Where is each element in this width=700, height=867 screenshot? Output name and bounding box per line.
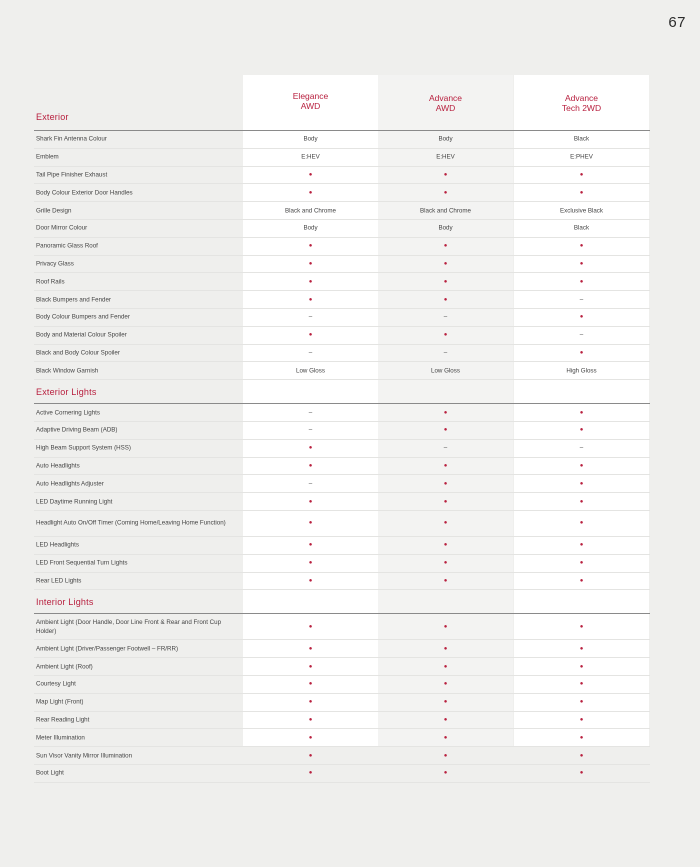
section-interior-lights-rows: [34, 614, 650, 782]
row-label: Black and Body Colour Spoiler: [36, 349, 120, 357]
table-row: [34, 404, 650, 422]
row-label: Body Colour Exterior Door Handles: [36, 189, 133, 197]
included-dot: ●: [308, 645, 313, 652]
included-dot: ●: [308, 171, 313, 178]
not-available-dash: –: [579, 444, 584, 452]
row-label: Ambient Light (Door Handle, Door Line Front & Rear and Front Cup Holder): [36, 618, 222, 635]
table-row: [34, 614, 650, 640]
not-available-dash: –: [579, 331, 584, 339]
row-label: Rear Reading Light: [36, 716, 90, 724]
included-dot: ●: [308, 462, 313, 469]
row-label: Ambient Light (Roof): [36, 663, 93, 671]
table-row: [34, 658, 650, 676]
included-dot: ●: [579, 314, 584, 321]
table-row: [34, 573, 650, 591]
row-label: Body Colour Bumpers and Fender: [36, 313, 130, 321]
section-title-exterior-lights: Exterior Lights: [36, 387, 97, 398]
table-row: [34, 273, 650, 291]
row-label: Map Light (Front): [36, 698, 84, 706]
included-dot: ●: [579, 560, 584, 567]
included-dot: ●: [308, 278, 313, 285]
row-label: Privacy Glass: [36, 260, 74, 268]
included-dot: ●: [579, 645, 584, 652]
table-row: [34, 458, 650, 476]
not-available-dash: –: [308, 426, 313, 434]
table-row: [34, 640, 650, 658]
included-dot: ●: [308, 243, 313, 250]
row-label: Meter Illumination: [36, 734, 85, 742]
table-row: [34, 220, 650, 238]
included-dot: ●: [443, 520, 448, 527]
row-label: Auto Headlights Adjuster: [36, 480, 104, 488]
included-dot: ●: [579, 349, 584, 356]
row-value: Black: [573, 224, 590, 232]
row-value: Black: [573, 135, 590, 143]
included-dot: ●: [579, 577, 584, 584]
table-row: [34, 362, 650, 380]
column-header-elegance-awd: Elegance AWD: [292, 91, 329, 111]
table-row: [34, 184, 650, 202]
included-dot: ●: [579, 716, 584, 723]
not-available-dash: –: [579, 296, 584, 304]
table-row: [34, 149, 650, 167]
row-label: Emblem: [36, 153, 59, 161]
row-label: Headlight Auto On/Off Timer (Coming Home/Leaving Home Function): [36, 519, 226, 527]
included-dot: ●: [443, 409, 448, 416]
row-label: LED Front Sequential Turn Lights: [36, 559, 128, 567]
included-dot: ●: [443, 332, 448, 339]
included-dot: ●: [308, 332, 313, 339]
included-dot: ●: [308, 734, 313, 741]
section-exterior-rows: [34, 131, 650, 380]
table-row: [34, 729, 650, 747]
included-dot: ●: [579, 480, 584, 487]
row-label: Tail Pipe Finisher Exhaust: [36, 171, 108, 179]
section-exterior-lights-rows: [34, 404, 650, 590]
row-value: E:HEV: [301, 153, 320, 161]
table-row: [34, 537, 650, 555]
included-dot: ●: [308, 542, 313, 549]
row-label: LED Daytime Running Light: [36, 498, 113, 506]
not-available-dash: –: [308, 409, 313, 417]
table-row: [34, 238, 650, 256]
row-label: Black Window Garnish: [36, 367, 99, 375]
row-label: Body and Material Colour Spoiler: [36, 331, 127, 339]
not-available-dash: –: [443, 313, 448, 321]
included-dot: ●: [308, 623, 313, 630]
specification-table: [34, 75, 650, 783]
included-dot: ●: [579, 243, 584, 250]
row-value: Exclusive Black: [560, 207, 603, 215]
included-dot: ●: [443, 480, 448, 487]
table-row: [34, 511, 650, 537]
table-row: [34, 256, 650, 274]
included-dot: ●: [443, 462, 448, 469]
table-row: [34, 765, 650, 783]
section-title-exterior: Exterior: [36, 112, 69, 122]
row-label: Shark Fin Antenna Colour: [36, 135, 107, 143]
row-label: Panoramic Glass Roof: [36, 242, 98, 250]
row-value: High Gloss: [566, 367, 597, 375]
included-dot: ●: [579, 681, 584, 688]
table-row: [34, 493, 650, 511]
included-dot: ●: [579, 699, 584, 706]
included-dot: ●: [579, 409, 584, 416]
included-dot: ●: [579, 623, 584, 630]
included-dot: ●: [579, 260, 584, 267]
included-dot: ●: [579, 734, 584, 741]
table-row: [34, 167, 650, 185]
section-header: [34, 590, 650, 613]
included-dot: ●: [308, 752, 313, 759]
table-row: [34, 694, 650, 712]
included-dot: ●: [579, 663, 584, 670]
included-dot: ●: [579, 542, 584, 549]
row-value: Body: [438, 135, 453, 143]
row-value: Body: [303, 224, 318, 232]
row-value: Body: [303, 135, 318, 143]
row-label: Courtesy Light: [36, 680, 76, 688]
page-number: 67: [668, 14, 686, 31]
table-row: [34, 327, 650, 345]
included-dot: ●: [443, 560, 448, 567]
table-row: [34, 309, 650, 327]
row-label: Rear LED Lights: [36, 577, 82, 585]
included-dot: ●: [308, 716, 313, 723]
included-dot: ●: [579, 171, 584, 178]
included-dot: ●: [443, 681, 448, 688]
included-dot: ●: [308, 260, 313, 267]
row-label: Active Cornering Lights: [36, 409, 100, 417]
included-dot: ●: [443, 577, 448, 584]
table-header: [34, 75, 650, 130]
included-dot: ●: [443, 542, 448, 549]
row-value: E:HEV: [436, 153, 455, 161]
included-dot: ●: [308, 681, 313, 688]
included-dot: ●: [308, 189, 313, 196]
included-dot: ●: [443, 260, 448, 267]
row-value: Black and Chrome: [285, 207, 336, 215]
row-label: Ambient Light (Driver/Passenger Footwell – FR/RR): [36, 645, 179, 653]
table-row: [34, 712, 650, 730]
included-dot: ●: [443, 752, 448, 759]
included-dot: ●: [308, 663, 313, 670]
row-label: LED Headlights: [36, 541, 79, 549]
included-dot: ●: [443, 498, 448, 505]
included-dot: ●: [308, 498, 313, 505]
included-dot: ●: [443, 699, 448, 706]
not-available-dash: –: [443, 349, 448, 357]
included-dot: ●: [308, 577, 313, 584]
table-row: [34, 345, 650, 363]
section-header: [34, 380, 650, 403]
not-available-dash: –: [308, 349, 313, 357]
table-row: [34, 475, 650, 493]
included-dot: ●: [308, 296, 313, 303]
included-dot: ●: [579, 189, 584, 196]
included-dot: ●: [308, 445, 313, 452]
row-label: Black Bumpers and Fender: [36, 296, 111, 304]
row-value: Body: [438, 224, 453, 232]
included-dot: ●: [443, 243, 448, 250]
included-dot: ●: [443, 171, 448, 178]
included-dot: ●: [579, 498, 584, 505]
included-dot: ●: [443, 278, 448, 285]
table-row: [34, 676, 650, 694]
included-dot: ●: [308, 770, 313, 777]
table-row: [34, 747, 650, 765]
included-dot: ●: [308, 699, 313, 706]
table-row: [34, 291, 650, 309]
row-label: Door Mirror Colour: [36, 224, 88, 232]
row-label: Grille Design: [36, 207, 72, 215]
included-dot: ●: [579, 520, 584, 527]
row-value: E:PHEV: [570, 153, 593, 161]
included-dot: ●: [443, 734, 448, 741]
included-dot: ●: [443, 296, 448, 303]
section-title-interior-lights: Interior Lights: [36, 597, 94, 608]
included-dot: ●: [308, 560, 313, 567]
row-label: Boot Light: [36, 769, 64, 777]
table-row: [34, 422, 650, 440]
row-label: Roof Rails: [36, 278, 65, 286]
included-dot: ●: [443, 427, 448, 434]
not-available-dash: –: [308, 480, 313, 488]
included-dot: ●: [443, 189, 448, 196]
table-row: [34, 202, 650, 220]
column-header-advance-awd: Advance AWD: [428, 93, 463, 113]
included-dot: ●: [579, 770, 584, 777]
not-available-dash: –: [443, 444, 448, 452]
included-dot: ●: [443, 645, 448, 652]
included-dot: ●: [308, 520, 313, 527]
table-row: [34, 131, 650, 149]
included-dot: ●: [443, 716, 448, 723]
included-dot: ●: [579, 752, 584, 759]
included-dot: ●: [579, 462, 584, 469]
row-value: Low Gloss: [296, 367, 325, 375]
table-row: [34, 555, 650, 573]
row-label: Sun Visor Vanity Mirror Illumination: [36, 752, 133, 759]
included-dot: ●: [443, 663, 448, 670]
row-label: Auto Headlights: [36, 462, 80, 470]
included-dot: ●: [443, 770, 448, 777]
column-header-advance-tech-2wd: Advance Tech 2WD: [561, 93, 602, 113]
row-label: Adaptive Driving Beam (ADB): [36, 426, 118, 434]
included-dot: ●: [579, 427, 584, 434]
included-dot: ●: [579, 278, 584, 285]
not-available-dash: –: [308, 313, 313, 321]
row-label: High Beam Support System (HSS): [36, 444, 131, 452]
row-value: Black and Chrome: [420, 207, 471, 215]
included-dot: ●: [443, 623, 448, 630]
row-value: Low Gloss: [431, 367, 460, 375]
table-row: [34, 440, 650, 458]
